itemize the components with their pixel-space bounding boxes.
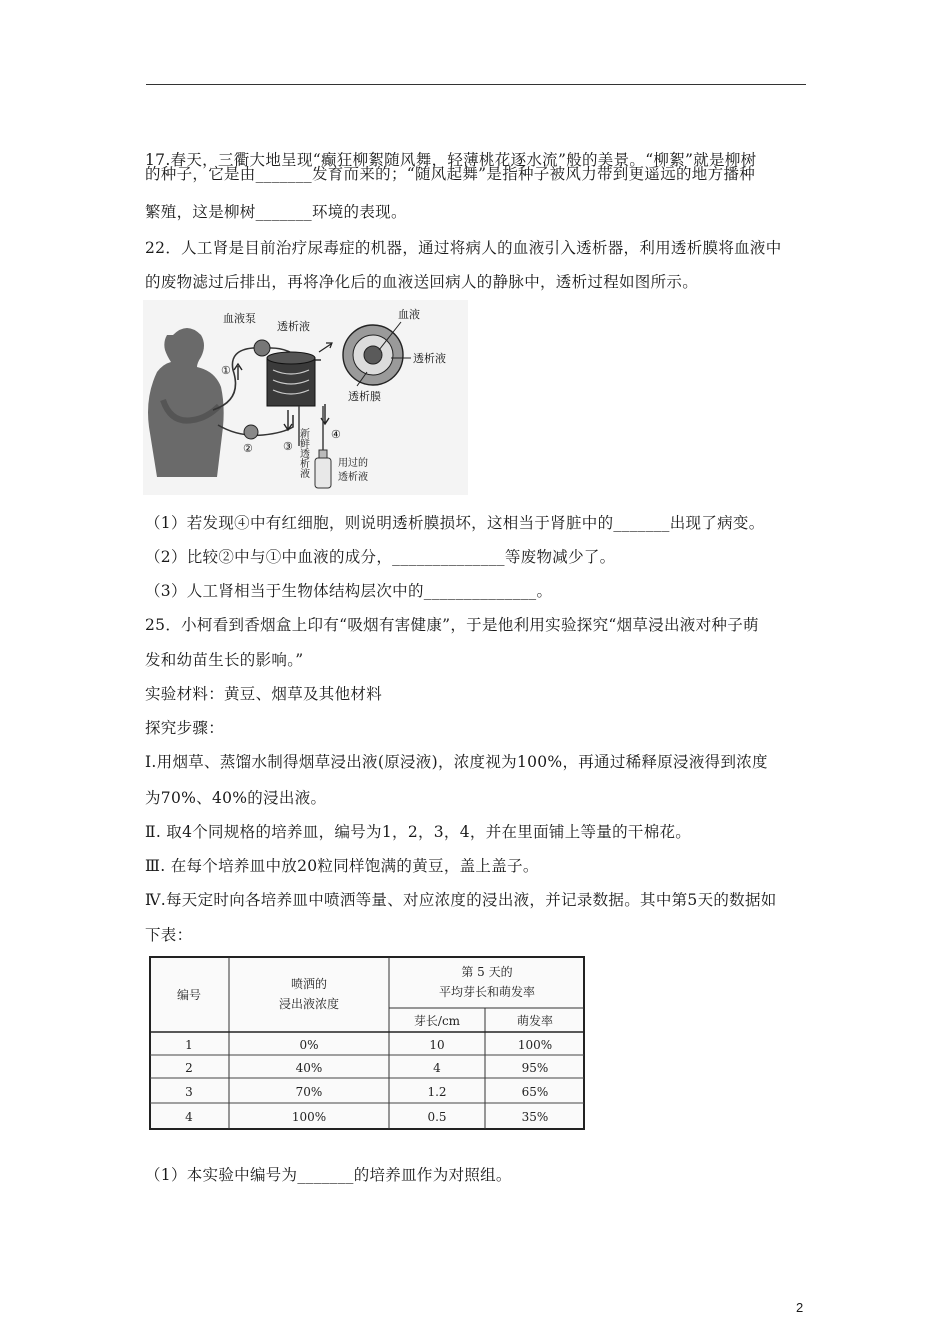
header-length: 芽长/cm [413, 1014, 461, 1028]
q25-step1b: 为70%、40%的浸出液。 [145, 789, 327, 807]
used-dialysate-bottle [315, 458, 331, 488]
q25-line1: 25．小柯看到香烟盒上印有“吸烟有害健康”，于是他利用实验探究“烟草浸出液对种子萌 [145, 616, 759, 634]
label-dialysate: 透析液 [277, 320, 310, 333]
label-used1: 用过的 [338, 458, 368, 469]
q25-step1a: Ⅰ.用烟草、蒸馏水制得烟草浸出液(原浸液)，浓度视为100%，再通过稀释原浸液得到浓度 [145, 753, 768, 771]
row2-rate: 95% [521, 1061, 549, 1075]
label-used2: 透析液 [338, 472, 368, 483]
q22-line2: 的废物滤过后排出，再将净化后的血液送回病人的静脉中，透析过程如图所示。 [145, 273, 699, 291]
header-day-2: 平均芽长和萌发率 [438, 985, 536, 999]
row2-id: 2 [185, 1061, 193, 1075]
header-conc-1: 喷洒的 [290, 977, 328, 991]
page-number: 2 [796, 1300, 804, 1315]
header-conc-2: 浸出液浓度 [278, 997, 340, 1011]
marker-4: ④ [331, 428, 341, 441]
row3-rate: 65% [521, 1085, 549, 1099]
q17-line1: 17.春天，三衢大地呈现“癫狂柳絮随风舞，轻薄桃花逐水流”般的美景。“柳絮”就是柳树 [145, 151, 757, 169]
q22-sub2: （2）比较②中与①中血液的成分，______________等废物减少了。 [145, 548, 616, 566]
q25-step2: Ⅱ. 取4个同规格的培养皿，编号为1，2，3，4，并在里面铺上等量的干棉花。 [145, 823, 692, 841]
label-pump: 血液泵 [223, 312, 256, 325]
label-membrane: 透析膜 [348, 390, 381, 403]
row2-length: 4 [433, 1061, 441, 1075]
q25-step3: Ⅲ. 在每个培养皿中放20粒同样饱满的黄豆，盖上盖子。 [145, 857, 539, 875]
header-id: 编号 [176, 988, 202, 1002]
row1-id: 1 [185, 1038, 193, 1052]
row2-conc: 40% [295, 1061, 323, 1075]
return-pump [244, 425, 258, 439]
label-dialysate2: 透析液 [413, 352, 446, 365]
marker-1: ① [221, 364, 231, 377]
cross-section-inner [364, 346, 382, 364]
marker-3: ③ [283, 440, 293, 453]
dialysis-figure [143, 300, 468, 495]
row4-id: 4 [185, 1110, 193, 1124]
row4-conc: 100% [291, 1110, 327, 1124]
q25-steps-title: 探究步骤： [145, 719, 225, 737]
q25-step4a: Ⅳ.每天定时向各培养皿中喷洒等量、对应浓度的浸出液，并记录数据。其中第5天的数据如 [145, 891, 777, 909]
q25-step4b: 下表： [145, 926, 193, 944]
row3-length: 1.2 [427, 1085, 447, 1099]
q22-sub3: （3）人工肾相当于生物体结构层次中的______________。 [145, 582, 553, 600]
row3-conc: 70% [295, 1085, 323, 1099]
row1-length: 10 [429, 1038, 445, 1052]
header-rate: 萌发率 [516, 1014, 554, 1028]
header-day-1: 第 5 天的 [461, 965, 513, 979]
label-fresh: 新鲜透析液 [297, 428, 309, 478]
results-table [149, 956, 585, 1130]
dialyzer [267, 358, 315, 406]
row4-rate: 35% [521, 1110, 549, 1124]
q25-line2: 发和幼苗生长的影响。” [145, 651, 304, 669]
label-blood: 血液 [398, 308, 420, 321]
q25-materials: 实验材料：黄豆、烟草及其他材料 [145, 685, 383, 703]
q17-line3: 繁殖，这是柳树_______环境的表现。 [145, 203, 407, 221]
q22-sub1: （1）若发现④中有红细胞，则说明透析膜损坏，这相当于肾脏中的_______出现了病变。 [145, 514, 765, 532]
blood-pump [254, 340, 270, 356]
q25-sub1: （1）本实验中编号为_______的培养皿作为对照组。 [145, 1166, 512, 1184]
q17-line2: 的种子，它是由_______发育而来的；“随风起舞”是指种子被风力带到更遥远的地方播种 [145, 165, 756, 183]
row1-conc: 0% [299, 1038, 319, 1052]
marker-2: ② [243, 442, 253, 455]
row3-id: 3 [185, 1085, 193, 1099]
q22-line1: 22．人工肾是目前治疗尿毒症的机器，通过将病人的血液引入透析器，利用透析膜将血液中 [145, 239, 782, 257]
header-rule [146, 84, 806, 85]
row1-rate: 100% [517, 1038, 553, 1052]
row4-length: 0.5 [427, 1110, 447, 1124]
